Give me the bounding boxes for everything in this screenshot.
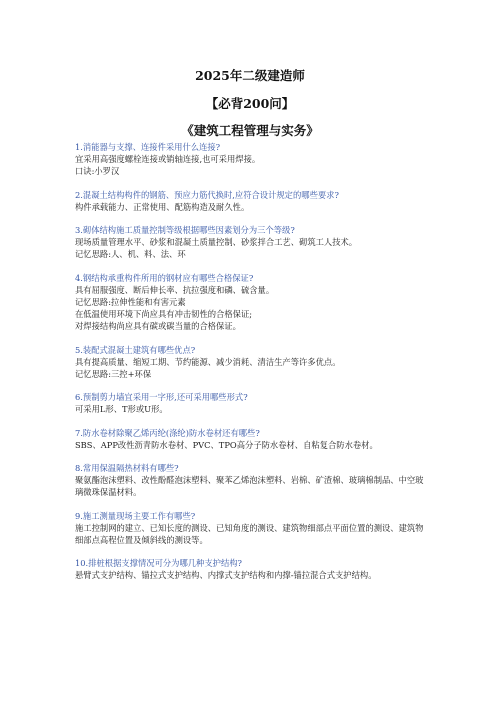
question-block [75, 141, 425, 178]
question-block [75, 510, 425, 547]
answer [75, 522, 425, 546]
answer [75, 236, 425, 260]
question-text: 2.混凝土结构构件的钢筋、预应力筋代换时,应符合设计规定的哪些要求? [75, 189, 339, 200]
answer-line: 聚氨酯泡沫塑料、改性酚醛泡沫塑料、聚苯乙烯泡沫塑料、岩棉、矿渣棉、玻璃棉制品、中空玻璃微珠保温材料。 [75, 475, 424, 498]
answer-line: 现场质量管理水平、砂浆和混凝土质量控制、砂浆拌合工艺、砌筑工人技术。 [75, 237, 358, 248]
document-title: 2025年二级建造师 [195, 68, 305, 83]
question-block [75, 344, 425, 381]
answer [75, 356, 425, 380]
document-subtitle: 【必背200问】 [205, 96, 295, 111]
question-text: 6.预制剪力墙宜采用一字形,还可采用哪些形式? [75, 392, 248, 403]
question-block [75, 391, 425, 415]
answer-line: 对焊接结构尚应具有碳或碳当量的合格保证。 [75, 321, 241, 332]
question-text: 3.砌体结构施工质量控制等级根据哪些因素划分为三个等级? [75, 225, 295, 236]
question-text: 7.防水卷材除聚乙烯丙纶(涤纶)防水卷材还有哪些? [75, 427, 260, 438]
answer-line: 记忆思路:人、机、料、法、环 [75, 249, 186, 260]
answer-line: 宜采用高强度螺栓连接或销轴连接,也可采用焊接。 [75, 154, 261, 165]
answer-line: 施工控制网的建立、已知长度的测设、已知角度的测设、建筑物细部点平面位置的测设、建筑物细部点高程位置及倾斜线的测设等。 [75, 522, 424, 546]
question-block [75, 557, 425, 581]
question-block [75, 272, 425, 333]
answer-line: 记忆思路:拉伸性能和有害元素 [75, 297, 186, 308]
question-text: 5.装配式混凝土建筑有哪些优点? [75, 344, 196, 355]
answer-line: 具有屈服强度、断后伸长率、抗拉强度和磷、硫含量。 [75, 284, 275, 295]
question-list [75, 141, 425, 593]
question-text: 4.钢结构承重构件所用的钢材应有哪些合格保证? [75, 272, 254, 283]
answer [75, 474, 425, 498]
answer-line: 在低温使用环境下尚应具有冲击韧性的合格保证; [75, 309, 253, 320]
question-text: 8.常用保温隔热材料有哪些? [75, 463, 179, 474]
question-block [75, 427, 425, 451]
subject-title: 《建筑工程管理与实务》 [181, 123, 319, 138]
question-block [75, 224, 425, 261]
answer [75, 201, 425, 213]
question-block [75, 189, 425, 213]
answer [75, 569, 425, 581]
answer [75, 439, 425, 451]
answer [75, 153, 425, 177]
answer-line: 记忆思路:三控+环保 [75, 369, 152, 380]
answer-line: 悬臂式支护结构、锚拉式支护结构、内撑式支护结构和内撑-锚拉混合式支护结构。 [75, 570, 377, 581]
answer [75, 403, 425, 415]
answer-line: 可采用L形、T形或U形。 [75, 404, 168, 415]
answer-line: 口诀:小罗汉 [75, 166, 120, 177]
answer [75, 284, 425, 333]
answer-line: 具有提高质量、缩短工期、节约能源、减少消耗、清洁生产等许多优点。 [75, 356, 341, 367]
answer-line: SBS、APP改性沥青防水卷材、PVC、TPO高分子防水卷材、自粘复合防水卷材。 [75, 439, 378, 450]
question-block [75, 462, 425, 499]
question-text: 9.施工测量现场主要工作有哪些? [75, 510, 196, 521]
question-text: 10.排桩根据支撑情况可分为哪几种支护结构? [75, 558, 242, 569]
answer-line: 构件承载能力、正常使用、配筋构造及耐久性。 [75, 201, 250, 212]
question-text: 1.消能器与支撑、连接件采用什么连接? [75, 142, 221, 152]
